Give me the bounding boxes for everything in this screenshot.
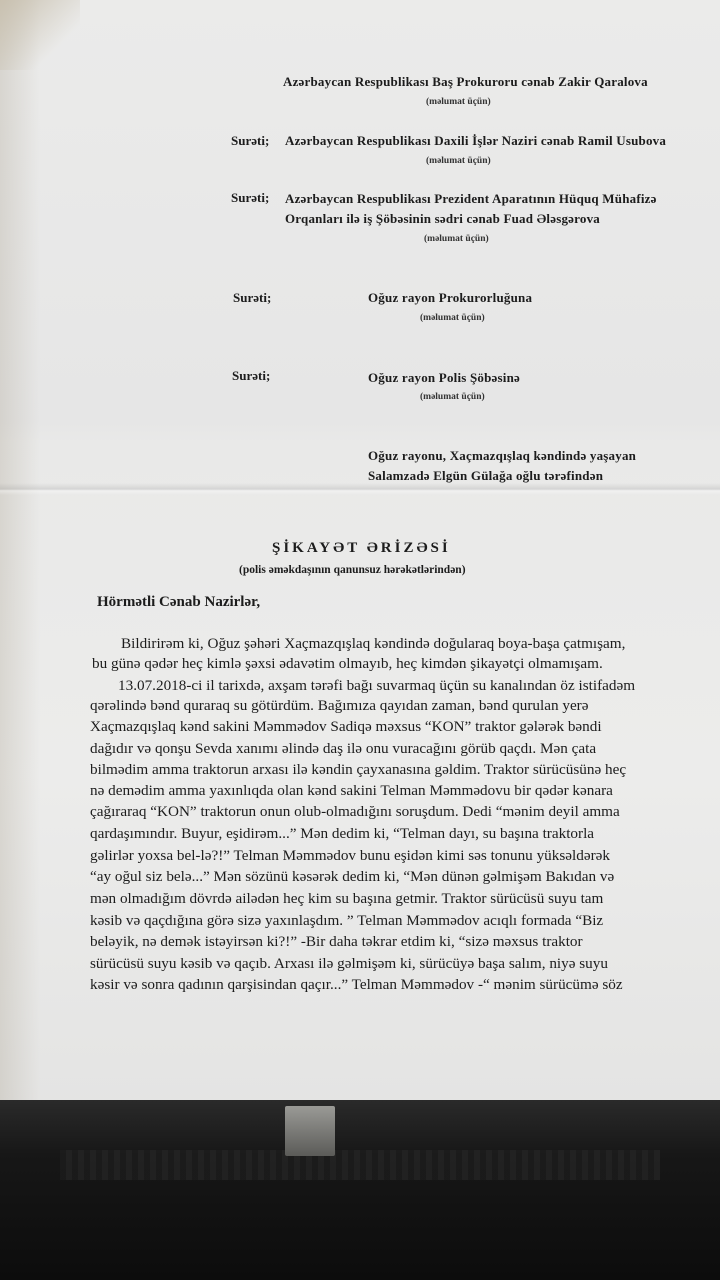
paper-corner-shadow [0, 0, 80, 70]
addressee-presidential-administration: Azərbaycan Respublikası Prezident Aparatının Hüquq Mühafizə [285, 191, 657, 206]
body-line: gəlirlər yoxsa bel-lə?!” Telman Məmmədov bunu eşidən kimi səs tonunu yüksəldərək [90, 847, 610, 864]
metal-clip [285, 1106, 335, 1156]
addressee-note: (məlumat üçün) [424, 234, 489, 244]
body-line: dağıdır və qonşu Sevda xanımı əlində daş ilə onu vuracağını görüb qaçdı. Mən çata [90, 740, 597, 757]
addressee-interior-minister: Azərbaycan Respublikası Daxili İşlər Naziri cənab Ramil Usubova [285, 133, 667, 148]
greeting: Hörmətli Cənab Nazirlər, [97, 594, 261, 610]
fabric-texture [60, 1150, 660, 1180]
body-line: 13.07.2018-ci il tarixdə, axşam tərəfi bağı suvarmaq üçün su kanalından öz istifadəm [118, 677, 636, 694]
sender-name: Salamzadə Elgün Gülağa oğlu tərəfindən [368, 468, 604, 483]
addressee-note: (məlumat üçün) [420, 313, 485, 323]
body-line: kəsib və qaçdığına görə sizə yaxınlaşdım. ” Telman Məmmədov acıqlı formada “Biz [90, 912, 604, 929]
copy-label: Surəti; [232, 368, 271, 383]
body-line: kəsir və sonra qadının qarşisindan qaçır...” Telman Məmmədov -“ mənim sürücümə söz [90, 976, 623, 993]
body-line: qərəlində bənd quraraq su götürdüm. Bağımıza qayıdan zaman, bənd qurulan yerə [90, 697, 589, 714]
body-line: beləyik, nə demək istəyirsən ki?!” -Bir daha təkrar etdim ki, “sizə məxsus traktor [90, 933, 583, 950]
copy-label: Surəti; [231, 133, 270, 148]
addressee-note: (məlumat üçün) [426, 156, 491, 166]
addressee-note: (məlumat üçün) [426, 97, 491, 107]
body-line: Xaçmazqışlaq kənd sakini Məmmədov Sadiqə məxsus “KON” traktor gələrək bəndi [90, 718, 602, 735]
body-line: qardaşımındır. Buyur, eşidirəm...” Mən dedim ki, “Telman dayı, su başına traktorla [90, 825, 595, 842]
addressee-presidential-administration-cont: Orqanları ilə iş Şöbəsinin sədri cənab Fuad Ələsgərova [285, 211, 600, 226]
copy-label: Surəti; [231, 190, 270, 205]
body-line: sürücüsü suyu kəsib və qaçıb. Arxası ilə gəlmişəm ki, sürücüyə başa salım, niyə suyu [90, 955, 608, 972]
sender-address: Oğuz rayonu, Xaçmazqışlaq kəndində yaşayan [368, 448, 637, 463]
background-surface [0, 1100, 720, 1280]
paper-shadow [0, 0, 40, 1108]
document-subtitle: (polis əməkdaşının qanunsuz hərəkətlərindən) [239, 564, 466, 576]
addressee-prosecutor-general: Azərbaycan Respublikası Baş Prokuroru cənab Zakir Qaralova [283, 74, 648, 89]
copy-label: Surəti; [233, 290, 272, 305]
addressee-district-prosecutor: Oğuz rayon Prokurorluğuna [368, 290, 533, 305]
body-line: bu günə qədər heç kimlə şəxsi ədavətim olmayıb, heç kimdən şikayətçi olmamışam. [92, 655, 603, 672]
body-line: “ay oğul siz belə...” Mən sözünü kəsərək dedim ki, “Mən dünən gəlmişəm Bakıdan və [90, 868, 615, 885]
paper-fold-crease [0, 483, 720, 495]
body-line: çağıraraq “KON” traktorun onun olub-olmadığını soruşdum. Dedi “mənim deyil amma [90, 803, 620, 820]
body-line: nə demədim amma yaxınlıqda olan kənd sakini Telman Məmmədovu bir qədər kənara [90, 782, 613, 799]
body-line: mən olmadığım dövrdə ailədən heç kim su başına getmir. Traktor sürücüsü suyu tam [90, 890, 604, 907]
addressee-note: (məlumat üçün) [420, 392, 485, 402]
document-title: ŞİKAYƏT ƏRİZƏSİ [272, 540, 451, 556]
body-line: Bildirirəm ki, Oğuz şəhəri Xaçmazqışlaq kəndində doğularaq boya-başa çatmışam, [121, 635, 626, 652]
addressee-district-police: Oğuz rayon Polis Şöbəsinə [368, 370, 520, 385]
body-line: bilmədim amma traktorun arxası ilə kəndin çayxanasına gəldim. Traktor sürücüsünə heç [90, 761, 627, 778]
